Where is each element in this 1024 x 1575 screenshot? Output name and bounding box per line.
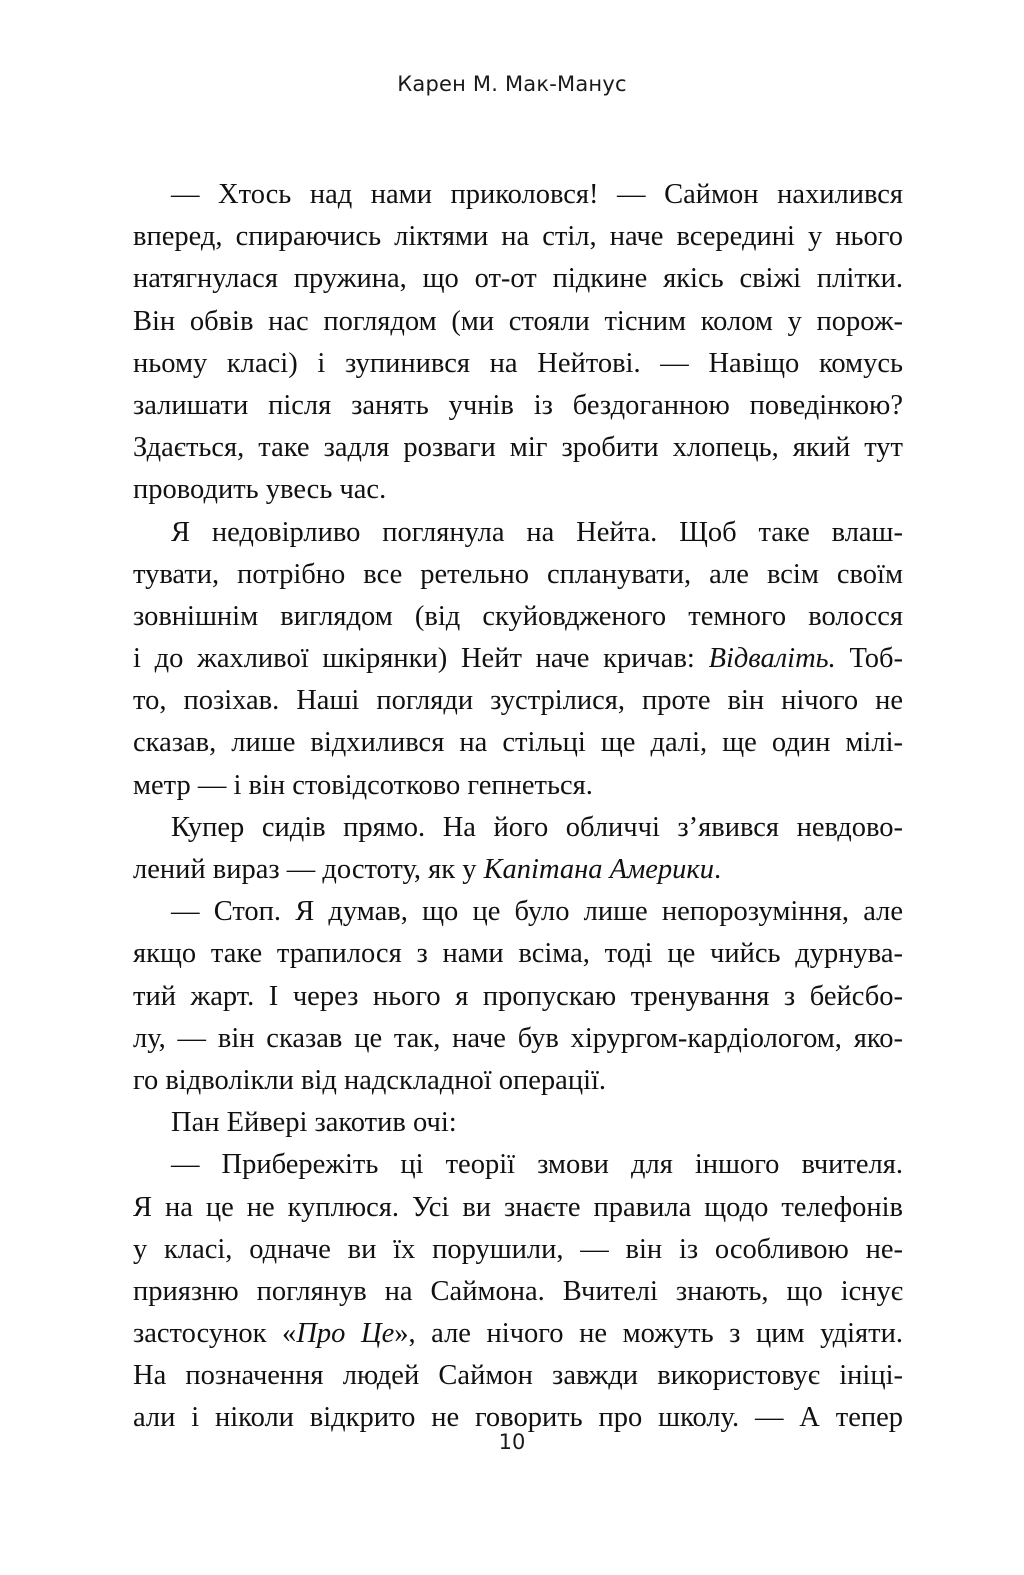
text-line: Пан Ейвері закотив очі: <box>171 1107 457 1139</box>
text-segment: . <box>714 854 722 885</box>
text-segment: Тоб- <box>835 643 903 675</box>
text-line: якщо таке трапилося з нами всіма, тоді це чийсь дурнува- <box>133 938 903 970</box>
text-line: тувати, потрібно все ретельно спланувати, але всім своїм <box>133 558 903 590</box>
text-line: На позначення людей Саймон завжди використовує ініці- <box>133 1360 903 1392</box>
running-head-author: Карен М. Мак-Манус <box>397 72 627 96</box>
italic-text: Капітана Америки <box>483 854 714 885</box>
text-segment: », але нічого не можуть з цим удіяти. <box>394 1318 903 1350</box>
text-segment: лений вираз — достоту, як у <box>133 854 484 885</box>
text-line: приязню поглянув на Саймона. Вчителі знають, що існує <box>133 1275 903 1307</box>
italic-text: Про Це <box>296 1318 395 1350</box>
text-line: лу, — він сказав це так, наче був хірургом-кардіологом, яко- <box>133 1022 903 1054</box>
text-segment: і до жахливої шкірянки) Нейт наче кричав: <box>133 643 709 675</box>
text-line: Він обвів нас поглядом (ми стояли тісним колом у порож- <box>133 305 903 337</box>
text-line: Купер сидів прямо. На його обличчі з’явився невдово- <box>171 811 903 843</box>
text-line: — Стоп. Я думав, що це було лише непорозуміння, але <box>171 896 903 928</box>
body-text <box>133 174 903 1440</box>
text-line: натягнулася пружина, що от-от підкине якісь свіжі плітки. <box>133 263 903 295</box>
text-line: Здається, таке задля розваги міг зробити хлопець, який тут <box>133 432 903 464</box>
text-line: проводить увесь час. <box>133 474 387 506</box>
italic-text: Відваліть. <box>708 643 836 675</box>
text-line <box>133 849 903 891</box>
text-line: — Хтось над нами приколовся! — Саймон нахилився <box>171 179 903 210</box>
text-line: — Прибережіть ці теорії змови для іншого вчителя. <box>171 1149 903 1181</box>
text-line <box>133 1313 903 1355</box>
text-line: вперед, спираючись ліктями на стіл, наче всередині у нього <box>133 221 903 253</box>
text-line: залишати після занять учнів із бездоганною поведінкою? <box>133 389 903 421</box>
text-line: у класі, одначе ви їх порушили, — він із особливою не- <box>133 1233 903 1265</box>
text-segment: застосунок « <box>133 1318 297 1350</box>
text-line: то, позіхав. Наші погляди зустрілися, проте він нічого не <box>133 685 903 717</box>
text-line: метр — і він стовідсотково гепнеться. <box>133 769 593 801</box>
text-line: али і ніколи відкрито не говорить про школу. — А тепер <box>133 1402 903 1434</box>
page-number: 10 <box>498 1430 526 1454</box>
text-line: Я недовірливо поглянула на Нейта. Щоб таке влаш- <box>171 516 903 548</box>
text-line: сказав, лише відхилився на стільці ще далі, ще один мілі- <box>133 727 903 759</box>
text-line <box>133 638 903 680</box>
text-line: ньому класі) і зупинився на Нейтові. — Навіщо комусь <box>133 347 903 379</box>
text-line: го відволікли від надскладної операції. <box>133 1064 607 1096</box>
text-line: Я на це не куплюся. Усі ви знаєте правила щодо телефонів <box>133 1191 903 1223</box>
text-line: тий жарт. І через нього я пропускаю тренування з бейсбо- <box>133 980 903 1012</box>
text-line: зовнішнім виглядом (від скуйовдженого темного волосся <box>133 600 903 632</box>
